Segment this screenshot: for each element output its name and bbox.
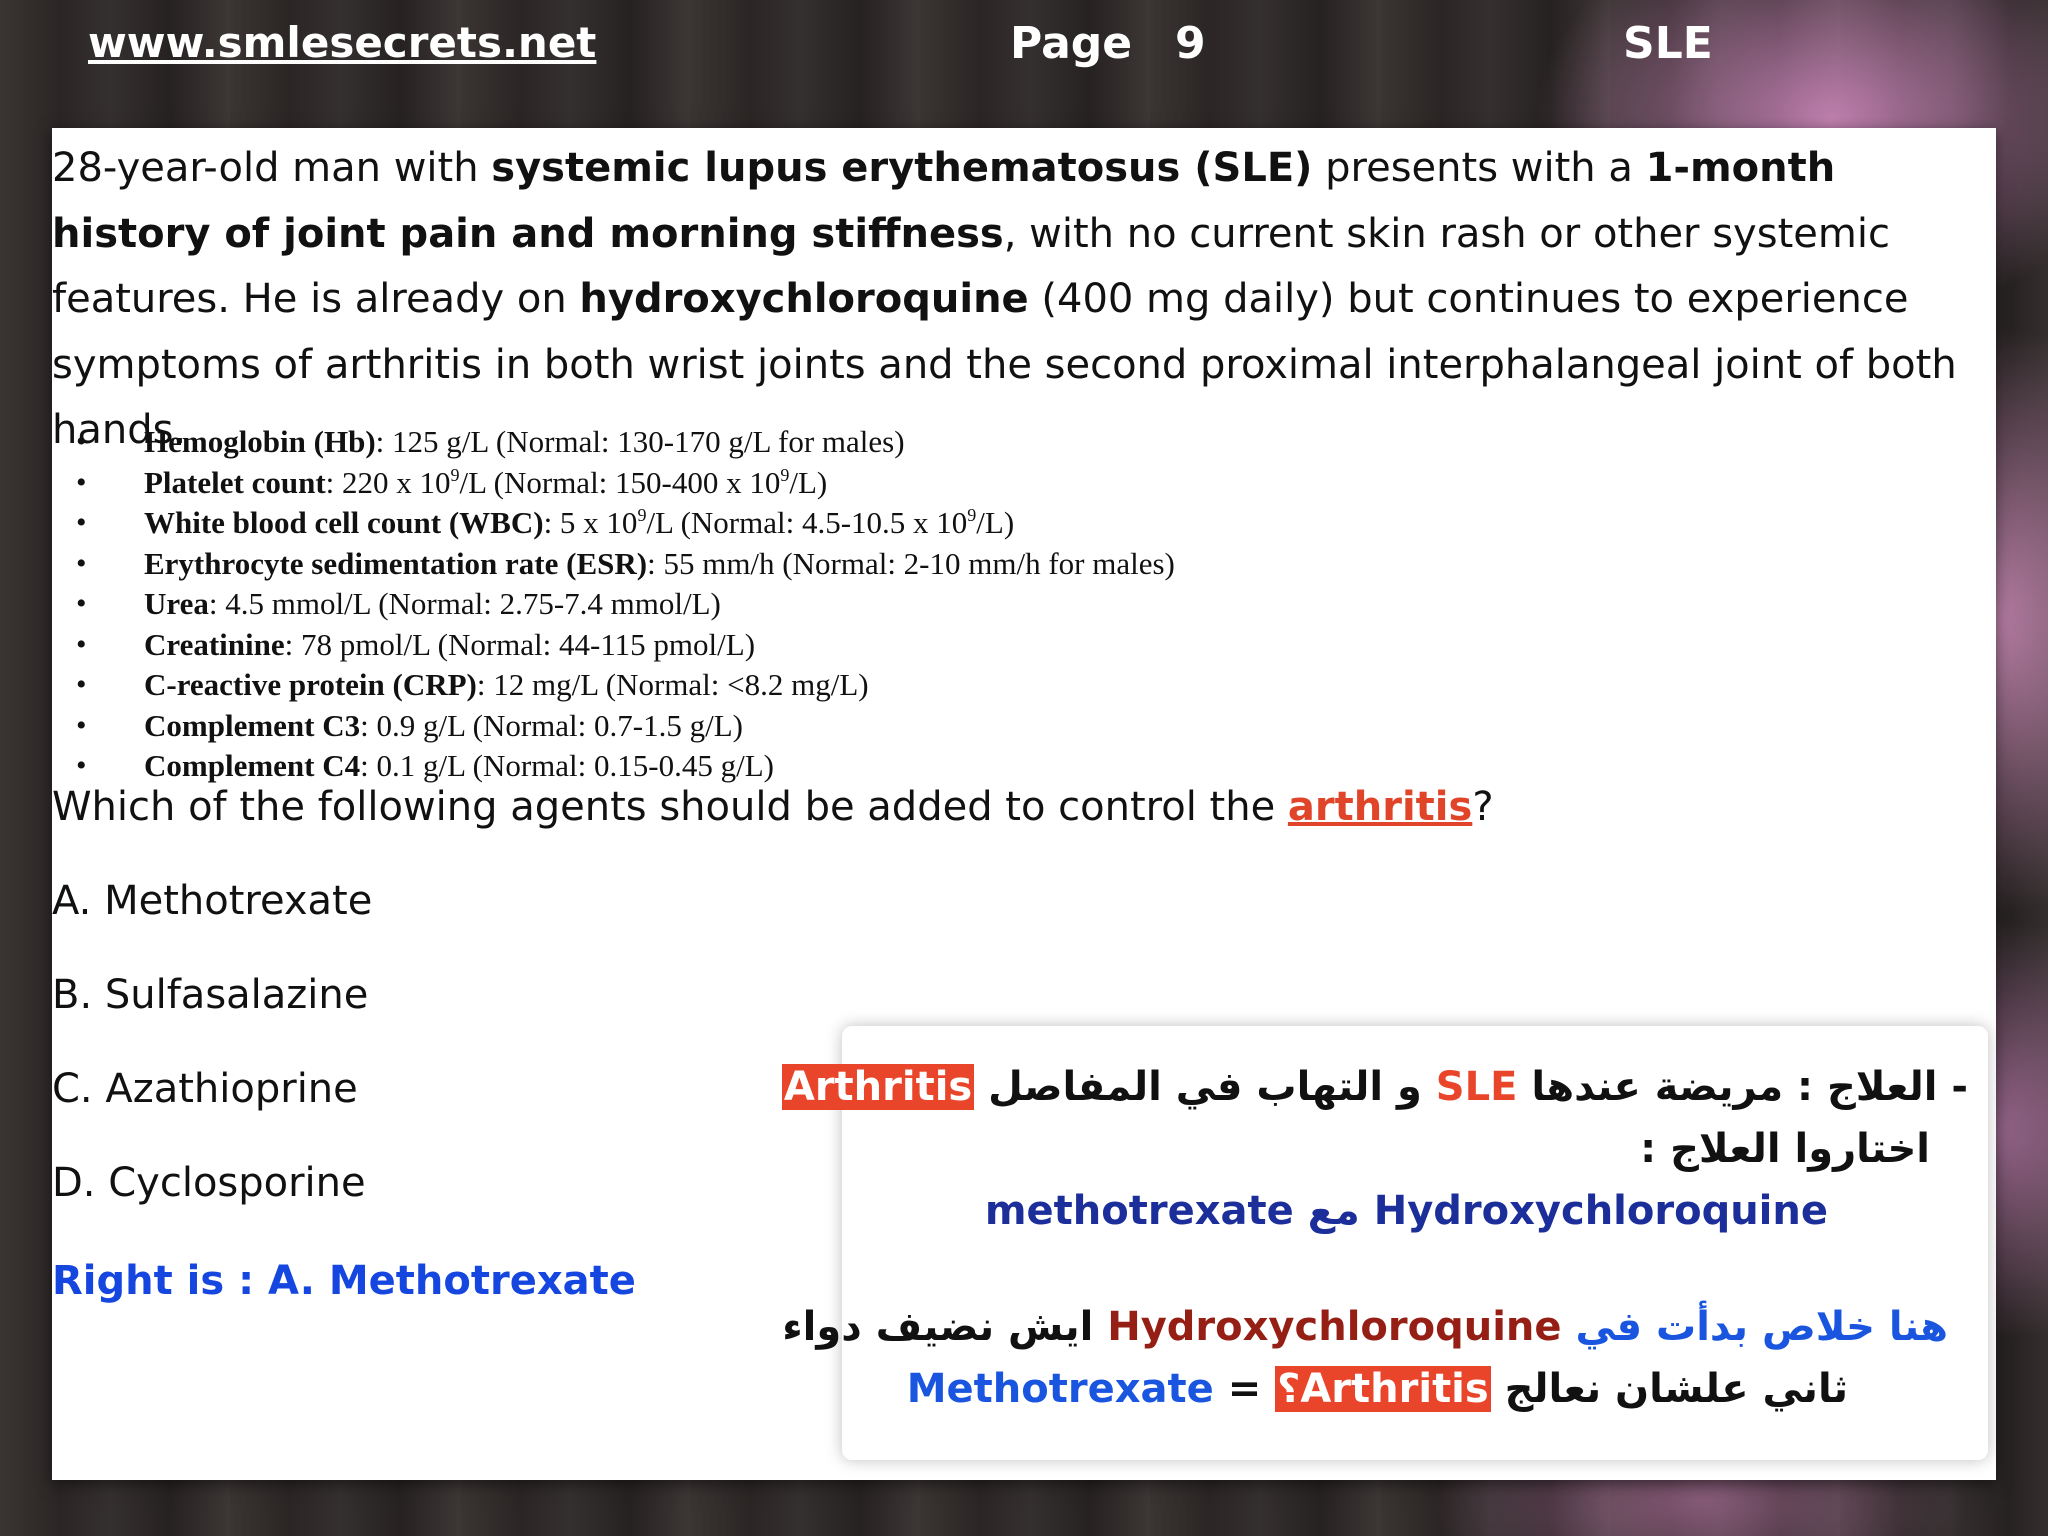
page-number: 9 [1175, 18, 1206, 69]
note-line-3: Hydroxychloroquine مع methotrexate [984, 1188, 1828, 1234]
option-c[interactable]: C. Azathioprine [52, 1066, 358, 1112]
option-b[interactable]: B. Sulfasalazine [52, 972, 369, 1018]
option-d[interactable]: D. Cyclosporine [52, 1160, 366, 1206]
lab-item: • Hemoglobin (Hb): 125 g/L (Normal: 130-170 g/L for males) [76, 422, 1175, 463]
question-prompt: Which of the following agents should be added to control the arthritis? [52, 784, 1494, 830]
lab-results-list [76, 422, 1175, 787]
lab-item: • Erythrocyte sedimentation rate (ESR): 55 mm/h (Normal: 2-10 mm/h for males) [76, 544, 1175, 585]
lab-item: • Platelet count: 220 x $10^9/L$ (Normal: 150-400 x $10^9/L$) [76, 463, 1175, 504]
stem-text: (400 mg daily) but continues to experience symptoms of arthritis in both wrist joints and the second proximal interphalangeal joint of both hands. [52, 276, 1957, 453]
note-line-1: - العلاج : مريضة عندها SLE و التهاب في المفاصل Arthritis [783, 1064, 1968, 1110]
lab-item: • Urea: 4.5 mmol/L (Normal: 2.75-7.4 mmol/L) [76, 584, 1175, 625]
stem-text: presents with a [1312, 145, 1646, 191]
topic-label: SLE [1623, 18, 1713, 69]
explanation-note [782, 1026, 1988, 1460]
stem-bold: 1-month history of joint pain and morning stiffness [52, 145, 1836, 257]
note-line-2: اختاروا العلاج : [1640, 1126, 1930, 1172]
stem-text: 28-year-old man with [52, 145, 492, 191]
stem-bold: hydroxychloroquine [579, 276, 1029, 322]
lab-item: • Complement C4: 0.1 g/L (Normal: 0.15-0.45 g/L) [76, 746, 1175, 787]
site-link[interactable]: www.smlesecrets.net [88, 18, 597, 67]
stem-bold: systemic lupus erythematosus (SLE) [491, 145, 1313, 191]
question-card [52, 128, 1996, 1480]
note-line-5: ثاني علشان نعالج Arthritis؟ = Methotrexate [906, 1366, 1848, 1412]
lab-item: • Creatinine: 78 pmol/L (Normal: 44-115 pmol/L) [76, 625, 1175, 666]
option-a[interactable]: A. Methotrexate [52, 878, 373, 924]
question-stem [52, 136, 1982, 464]
page-label: Page [1010, 18, 1133, 69]
lab-item: • White blood cell count (WBC): 5 x $10^9/L$ (Normal: 4.5-10.5 x $10^9/L$) [76, 503, 1175, 544]
note-line-4: هنا خلاص بدأت في Hydroxychloroquine ايش نضيف دواء [782, 1304, 1948, 1350]
lab-item: • C-reactive protein (CRP): 12 mg/L (Normal: <8.2 mg/L) [76, 665, 1175, 706]
correct-answer: Right is : A. Methotrexate [52, 1258, 636, 1304]
stem-text: , with no current skin rash or other systemic features. He is already on [52, 210, 1890, 322]
arthritis-highlight: arthritis [1287, 784, 1473, 830]
lab-item: • Complement C3: 0.9 g/L (Normal: 0.7-1.5 g/L) [76, 706, 1175, 747]
